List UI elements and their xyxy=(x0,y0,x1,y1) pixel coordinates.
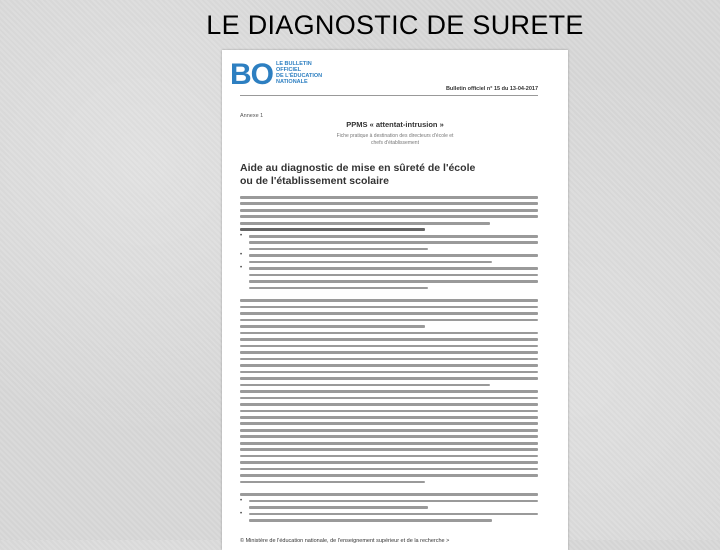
annexe-label: Annexe 1 xyxy=(240,113,264,119)
bulletin-officiel-logo xyxy=(230,60,332,90)
heading-line: Aide au diagnostic de mise en sûreté de l'école xyxy=(240,162,476,174)
document-heading xyxy=(240,162,540,188)
list-item: • xyxy=(240,267,538,293)
heading-line: ou de l'établissement scolaire xyxy=(240,175,389,187)
header-divider xyxy=(240,95,538,96)
logo-caption-line: LE BULLETIN xyxy=(276,61,312,67)
logo-caption-line: DE L'ÉDUCATION xyxy=(276,73,323,79)
logo-mark: BO xyxy=(230,58,273,91)
document-body xyxy=(240,196,538,526)
list-item: • xyxy=(240,513,538,526)
logo-caption-line: NATIONALE xyxy=(276,79,308,85)
bulletin-reference: Bulletin officiel n° 15 du 13-04-2017 xyxy=(445,86,538,92)
list-item: • xyxy=(240,235,538,254)
logo-caption xyxy=(276,61,332,85)
slide-title: LE DIAGNOSTIC DE SURETE xyxy=(206,10,584,40)
document-page xyxy=(222,50,568,550)
subtitle-line: Fiche pratique à destination des directeurs d'école et xyxy=(336,133,454,139)
subtitle-line: chefs d'établissement xyxy=(371,140,419,146)
list-item: • xyxy=(240,254,538,267)
ppms-title: PPMS « attentat-intrusion » xyxy=(346,120,444,129)
copyright-footer: © Ministère de l'éducation nationale, de l'enseignement supérieur et de la recherche > xyxy=(240,538,450,544)
logo-caption-line: OFFICIEL xyxy=(276,67,302,73)
list-item: • xyxy=(240,500,538,513)
